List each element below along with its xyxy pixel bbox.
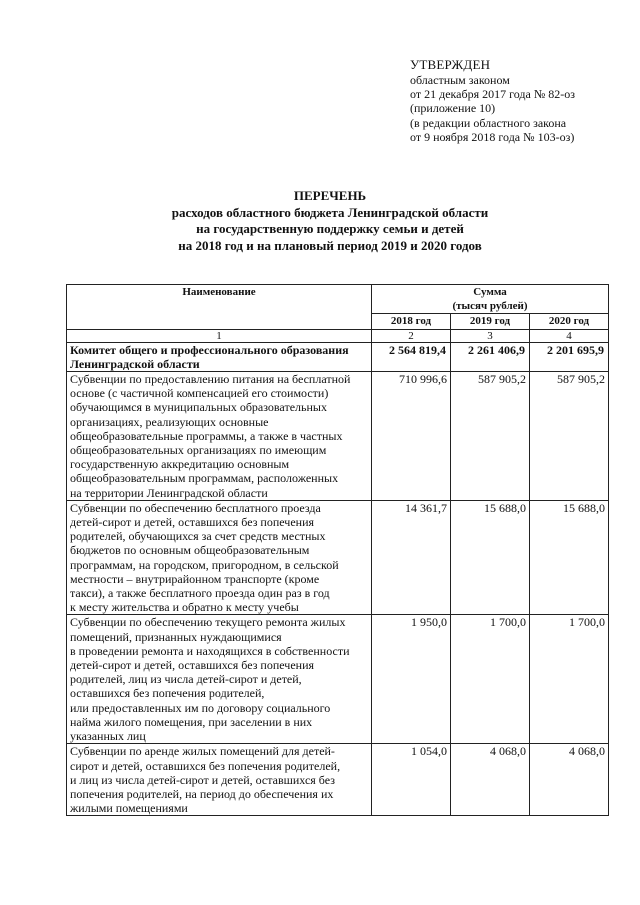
title-line: на 2018 год и на плановый период 2019 и 2020 годов: [178, 237, 482, 253]
header-year-2018: 2018 год: [372, 314, 451, 329]
value-2018: 1 054,0: [372, 744, 451, 816]
row-name-text: Субвенции по обеспечению бесплатного проезда детей-сирот и детей, оставшихся без попечения родителей, обучающихся за счет средств местных бюджетов по основным общеобразовательным программам, на городском, пригородном, в сельской местности – внутрирайонном транспорте (кроме такси), а также бесплатного проезда один раз в год к месту жительства и обратно к месту учебы: [70, 500, 339, 615]
column-number: 3: [451, 329, 530, 342]
value-2019: 15 688,0: [451, 500, 530, 615]
table-row: [67, 744, 609, 816]
table-row: [67, 615, 609, 744]
header-year-2020: 2020 год: [530, 314, 609, 329]
approval-line: от 21 декабря 2017 года № 82-оз: [410, 87, 576, 102]
table-row: [67, 342, 609, 371]
value-2019: 4 068,0: [451, 744, 530, 816]
expenses-table: [66, 284, 609, 816]
header-name: Наименование: [67, 285, 372, 330]
approval-stamp: [410, 57, 635, 144]
header-year-2019: 2019 год: [451, 314, 530, 329]
row-name: [67, 500, 372, 615]
value-2019: 587 905,2: [451, 372, 530, 501]
value-2018: 2 564 819,4: [372, 342, 451, 371]
header-sum-title: Сумма: [473, 286, 507, 298]
table-header-row: [67, 285, 609, 314]
row-name-text: Субвенции по аренде жилых помещений для детей- сирот и детей, оставшихся без попечения родителей, и лиц из числа детей-сирот и детей, оставшихся без попечения родителей, на период до обеспечения их жилыми помещениями: [70, 744, 341, 816]
column-number-row: [67, 329, 609, 342]
row-name: [67, 615, 372, 744]
value-2018: 14 361,7: [372, 500, 451, 615]
row-name-text: Комитет общего и профессионального образования Ленинградской области: [70, 342, 349, 371]
value-2018: 710 996,6: [372, 372, 451, 501]
row-name: [67, 342, 372, 371]
approval-line: (в редакции областного закона: [410, 115, 567, 130]
row-name-text: Субвенции по обеспечению текущего ремонта жилых помещений, признанных нуждающимися в проведении ремонта и находящихся в собственности детей-сирот и детей, оставшихся без попечения родителей, лиц из числа детей-сирот и детей, оставшихся без попечения родителей, или предоставленных им по договору социального найма жилого помещения, при заселении в них указанных лиц: [70, 615, 350, 744]
value-2020: 2 201 695,9: [530, 342, 609, 371]
table-row: [67, 500, 609, 615]
value-2020: 4 068,0: [530, 744, 609, 816]
approval-line: областным законом: [410, 73, 510, 87]
value-2020: 587 905,2: [530, 372, 609, 501]
row-name: [67, 744, 372, 816]
header-sum: [372, 285, 609, 314]
approval-line: от 9 ноября 2018 года № 103-оз): [410, 129, 575, 144]
approval-head: УТВЕРЖДЕН: [410, 57, 491, 72]
title-line: ПЕРЕЧЕНЬ: [293, 188, 367, 203]
table-row: [67, 372, 609, 501]
row-name-text: Субвенции по предоставлению питания на бесплатной основе (с частичной компенсацией его стоимости) обучающимся в муниципальных образовательных организациях, реализующих основные общеобразовательные программы, а также в частных общеобразовательных организациях по имеющим государственную аккредитацию основным общеобразовательным программам, расположенных на территории Ленинградской области: [70, 372, 351, 500]
value-2020: 15 688,0: [530, 500, 609, 615]
column-number: 2: [372, 329, 451, 342]
column-number: 4: [530, 329, 609, 342]
document-title: [60, 188, 600, 254]
value-2018: 1 950,0: [372, 615, 451, 744]
column-number: 1: [67, 329, 372, 342]
title-line: на государственную поддержку семьи и детей: [196, 221, 464, 236]
header-sum-unit: (тысяч рублей): [452, 300, 528, 313]
title-line: расходов областного бюджета Ленинградской области: [171, 204, 489, 220]
row-name: [67, 372, 372, 501]
value-2020: 1 700,0: [530, 615, 609, 744]
approval-line: (приложение 10): [410, 101, 496, 116]
value-2019: 1 700,0: [451, 615, 530, 744]
value-2019: 2 261 406,9: [451, 342, 530, 371]
